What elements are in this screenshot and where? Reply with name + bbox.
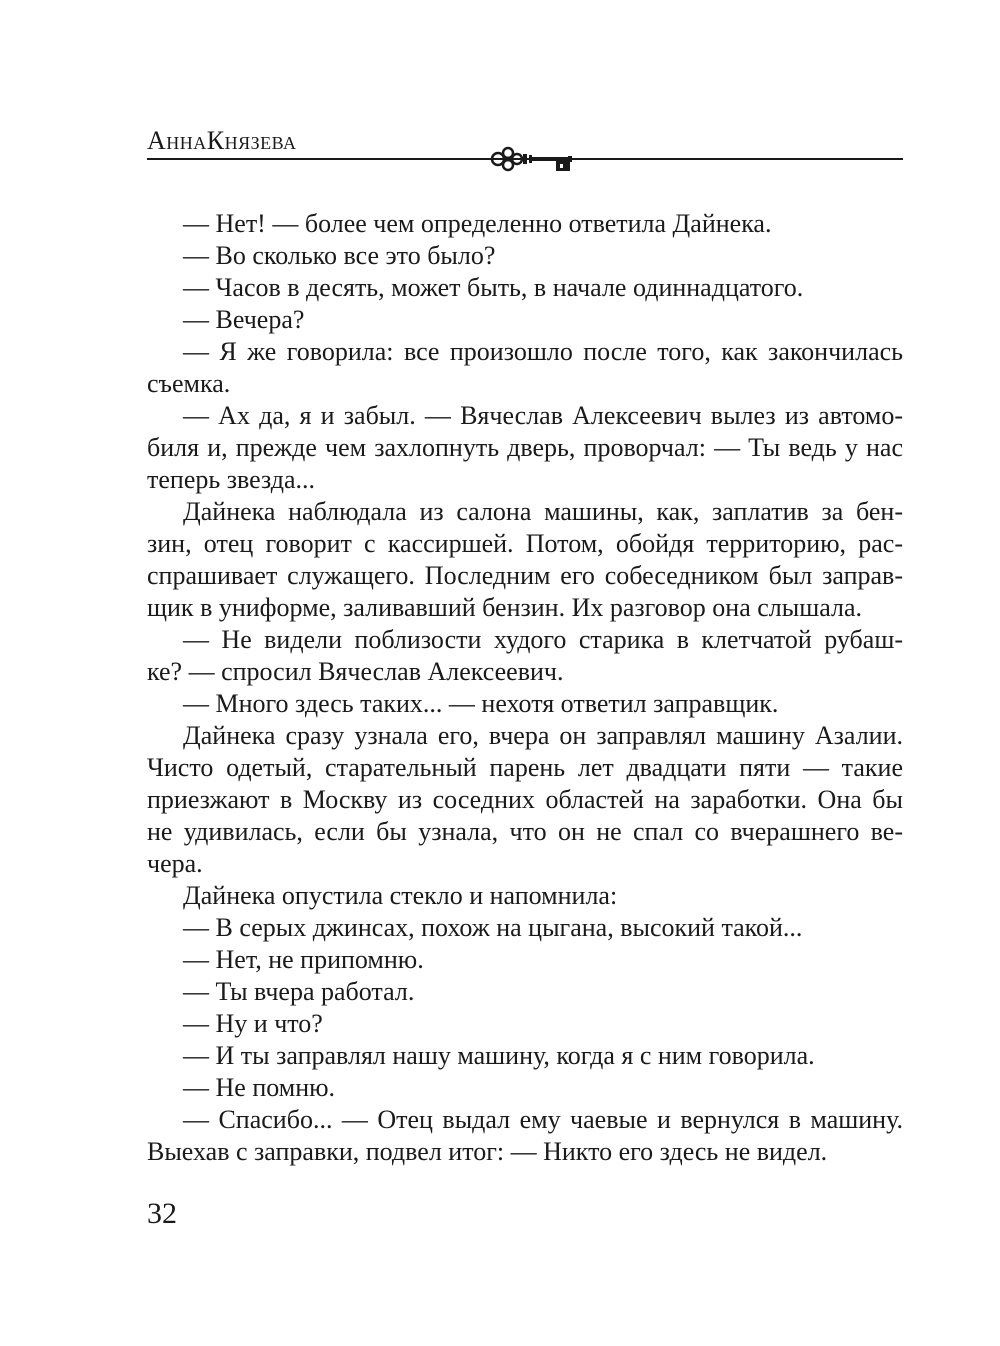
- text-line: — Не видели поблизости худого старика в клетчатой рубаш-: [183, 625, 903, 654]
- text-line: — И ты заправлял нашу машину, когда я с ним говорила.: [183, 1041, 815, 1070]
- text-line: не удивилась, если бы узнала, что он не спал со вчерашнего ве-: [147, 817, 903, 846]
- text-line: — Много здесь таких... — нехотя ответил заправщик.: [183, 689, 779, 718]
- text-line: — Я же говорила: все произошло после того, как закончилась: [183, 337, 903, 366]
- text-line: Чисто одетый, старательный парень лет двадцати пяти — такие: [147, 753, 903, 782]
- header-rule-ornament: [147, 126, 903, 186]
- text-line: приезжают в Москву из соседних областей на заработки. Она бы: [147, 785, 903, 814]
- text-line: Дайнека опустила стекло и напомнила:: [183, 881, 618, 910]
- text-line: — Нет! — более чем определенно ответила Дайнека.: [183, 209, 772, 238]
- text-line: — Нет, не припомню.: [183, 945, 424, 974]
- text-line: спрашивает служащего. Последним его собеседником был заправ-: [147, 561, 903, 590]
- running-header: [147, 126, 903, 186]
- page-number: 32: [147, 1197, 177, 1230]
- text-line: — Во сколько все это было?: [183, 241, 496, 270]
- text-line: — Вечера?: [183, 305, 305, 334]
- text-line: Дайнека наблюдала из салона машины, как, заплатив за бен-: [183, 497, 903, 526]
- text-line: — Ну и что?: [183, 1009, 323, 1038]
- text-line: — Спасибо... — Отец выдал ему чаевые и вернулся в машину.: [183, 1105, 903, 1134]
- text-line: ке? — спросил Вячеслав Алексеевич.: [147, 657, 564, 686]
- text-line: — Ах да, я и забыл. — Вячеслав Алексеевич вылез из автомо-: [183, 401, 903, 430]
- text-line: биля и, прежде чем захлопнуть дверь, проворчал: — Ты ведь у нас: [147, 433, 903, 462]
- key-icon: [492, 148, 572, 171]
- header-author: АннаКнязева: [147, 126, 297, 155]
- text-line: — Ты вчера работал.: [183, 977, 415, 1006]
- text-line: теперь звезда...: [147, 465, 316, 494]
- text-line: съемка.: [147, 369, 231, 398]
- text-line: — Часов в десять, может быть, в начале одиннадцатого.: [183, 273, 804, 302]
- text-line: щик в униформе, заливавший бензин. Их разговор она слышала.: [147, 593, 863, 622]
- text-line: — В серых джинсах, похож на цыгана, высокий такой...: [183, 913, 803, 942]
- text-line: Дайнека сразу узнала его, вчера он заправлял машину Азалии.: [183, 721, 903, 750]
- page-body: [147, 208, 903, 1168]
- text-line: — Не помню.: [183, 1073, 336, 1102]
- text-line: зин, отец говорит с кассиршей. Потом, обойдя территорию, рас-: [147, 529, 903, 558]
- text-line: Выехав с заправки, подвел итог: — Никто его здесь не видел.: [147, 1137, 828, 1166]
- text-line: чера.: [147, 849, 203, 878]
